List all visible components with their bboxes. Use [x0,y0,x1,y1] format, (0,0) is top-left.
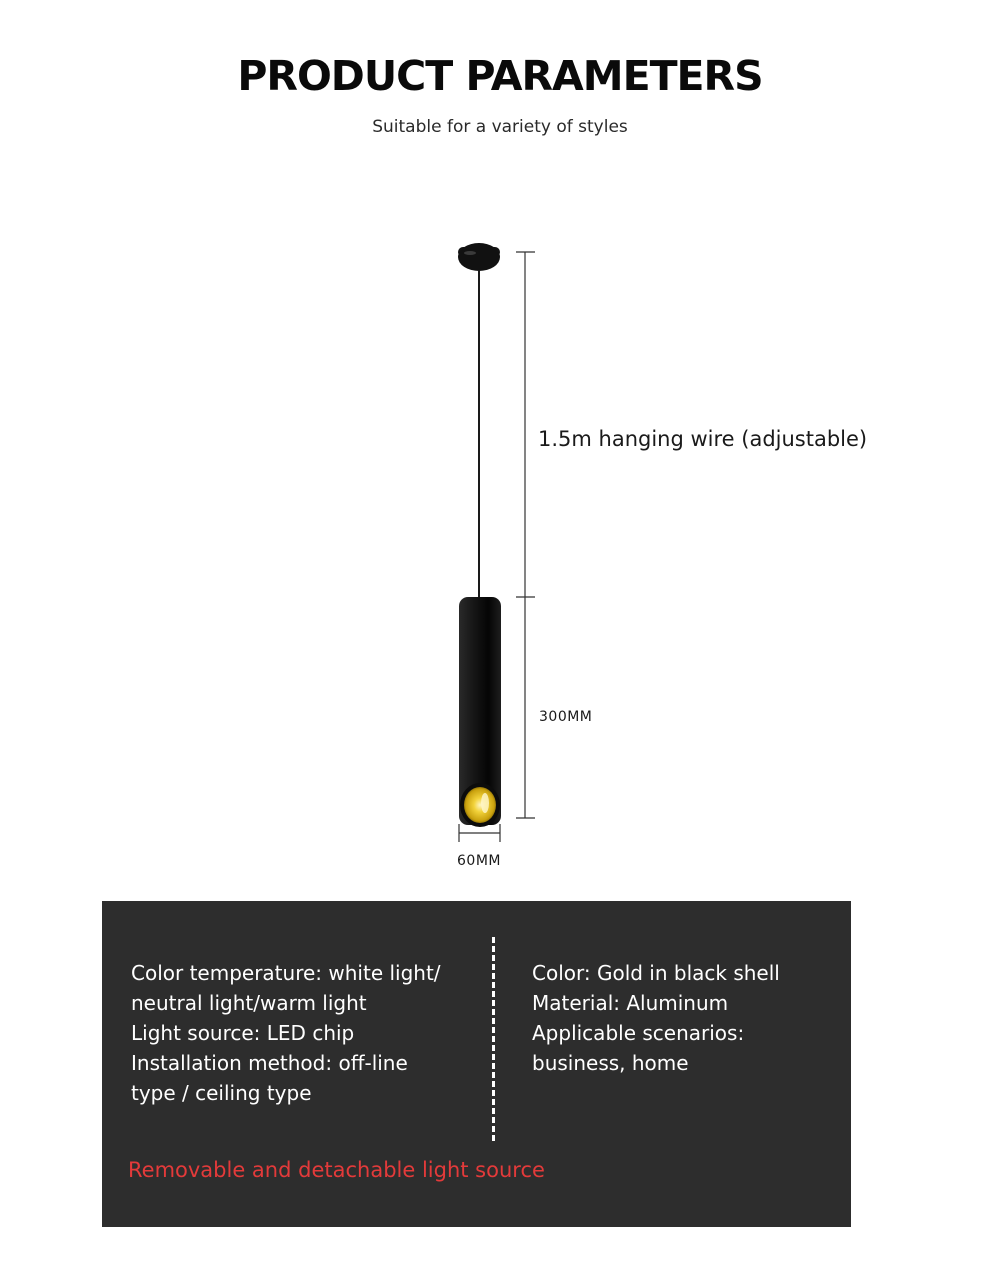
spec-column-left [131,958,471,1108]
spec-line: type / ceiling type [131,1081,312,1105]
page-subtitle: Suitable for a variety of styles [372,117,628,137]
spec-line: Color: Gold in black shell [532,961,780,985]
length-dimension-line [516,597,535,818]
spec-line: neutral light/warm light [131,991,367,1015]
removable-light-note: Removable and detachable light source [128,1158,545,1182]
body-length-label: 300MM [539,709,593,725]
spec-panel [102,901,851,1227]
wire-dimension-line [516,252,535,597]
lamp-tube [459,597,501,827]
spec-line: business, home [532,1051,689,1075]
ceiling-canopy [458,243,500,271]
spec-line: Color temperature: white light/ [131,961,441,985]
spec-line: Light source: LED chip [131,1021,355,1045]
body-width-label: 60MM [457,853,501,869]
spec-line: Material: Aluminum [532,991,729,1015]
spec-line: Installation method: off-line [131,1051,408,1075]
spec-column-right [532,958,842,1078]
spec-line: Applicable scenarios: [532,1021,745,1045]
wire-length-label: 1.5m hanging wire (adjustable) [538,427,868,451]
column-divider [492,937,495,1141]
page-title: PRODUCT PARAMETERS [237,52,763,100]
